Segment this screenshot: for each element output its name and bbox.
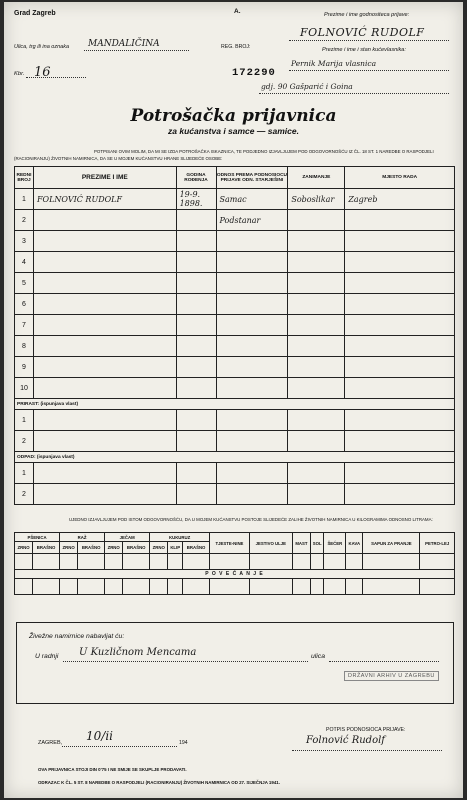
cell-year [176, 315, 216, 336]
house-value: 16 [34, 65, 51, 80]
cell-relation: Samac [216, 189, 288, 210]
purchase-box [16, 622, 454, 704]
cell-relation [216, 378, 288, 399]
ulica-label: ulica [311, 653, 325, 660]
cell-year: 19-9. 1898. [176, 189, 216, 210]
intro-text: POTPISANI OVIM MOLIM, DA MI SE IZDA POTROŠAČKA ISKAZNICA, TE PODJEDNO IZJAVLJUJEM POD ODGOVORNOŠĆU IZ ČL. 18 ST. 1 NAREDBE O RASPODJELI (RACIONIRANJU) ŽIVOTNIH NAMIRNICA, DA SE U MOJEM KUĆANSTVU HRANE SLIJEDEĆE OSOBE: [14, 149, 434, 161]
cell-year [176, 210, 216, 231]
cell-job [288, 231, 345, 252]
cell-place [345, 294, 455, 315]
archive-stamp: DRŽAVNI ARHIV U ZAGREBU [344, 671, 439, 681]
landlord-label: Prezime i ime i stan kućevlasnika: [322, 47, 406, 53]
col-prezime-ime: PREZIME I IME [33, 167, 176, 189]
col-zanimanje: ZANIMANJE [288, 167, 345, 189]
table-row [15, 294, 455, 315]
street-value: MANDALIČINA [88, 39, 160, 49]
group-raz: RAŽ [60, 533, 105, 542]
cell-job [288, 294, 345, 315]
col-godina: GODINA ROĐENJA [176, 167, 216, 189]
cell-name [33, 357, 176, 378]
cell-relation [216, 252, 288, 273]
place-label: ZAGREB, [38, 740, 63, 746]
cell-n: 9 [15, 357, 34, 378]
nabavljat-label: Živežne namirnice nabavljat ću: [29, 633, 125, 640]
cell-n: 3 [15, 231, 34, 252]
supplies-text: UJEDNO IZJAVLJUJEM POD ISTOM ODGOVORNOŠĆU, DA U MOJEM KUĆANSTVU POSTOJE SLIJEDEĆE ZALIHE ŽIVOTNIH NAMIRNICA U KILOGRAMIMA ODNOSNO LITRAMA: [69, 517, 433, 522]
odpad-label: ODPAD: (ispunjava vlast) [15, 452, 455, 463]
col-tjestenine: TJESTE-NINE [210, 533, 250, 554]
cell-job [288, 378, 345, 399]
table-row [15, 336, 455, 357]
table-row [15, 357, 455, 378]
cell-place [345, 357, 455, 378]
group-psenica: PŠENICA [15, 533, 60, 542]
year-suffix: 194 [179, 740, 188, 746]
col-redni-broj: REDNI BROJ [15, 167, 34, 189]
cell-job [288, 210, 345, 231]
cell-place [345, 273, 455, 294]
cell-name [33, 378, 176, 399]
col-ulje: JESTIVO ULJE [249, 533, 292, 554]
reg-label: REG. BROJ: [221, 44, 251, 50]
cell-name [33, 252, 176, 273]
cell-job [288, 315, 345, 336]
cell-n: 5 [15, 273, 34, 294]
reg-number: 172290 [232, 67, 276, 79]
cell-place [345, 378, 455, 399]
table-row: 1 [15, 463, 455, 484]
members-table [14, 166, 455, 505]
col-sol: SOL [310, 533, 324, 554]
table-row [15, 273, 455, 294]
cell-name [33, 210, 176, 231]
increase-label: P O V E Ć A N J E [15, 570, 455, 579]
table-row: 2 [15, 431, 455, 452]
signature-label: POTPIS PODNOSIOCA PRIJAVE: [326, 727, 406, 733]
cell-year [176, 231, 216, 252]
cell-place [345, 315, 455, 336]
table-row [15, 189, 455, 210]
u-radnji-value: U Kuzličnom Mencama [79, 647, 197, 658]
cell-place: Zagreb [345, 189, 455, 210]
city-label: Grad Zagreb [14, 10, 56, 17]
col-kava: KAVA [346, 533, 363, 554]
head-value: FOLNOVIĆ RUDOLF [300, 26, 425, 39]
cell-job [288, 336, 345, 357]
signature-value: Folnović Rudolf [306, 735, 385, 746]
cell-relation [216, 273, 288, 294]
form-subtitle: za kućanstva i samce — samice. [168, 126, 299, 136]
cell-place [345, 336, 455, 357]
cell-name [33, 294, 176, 315]
cell-n: 6 [15, 294, 34, 315]
cell-name [33, 315, 176, 336]
cell-year [176, 378, 216, 399]
cell-relation [216, 336, 288, 357]
head-label: Prezime i ime godnositeca prijave: [324, 12, 410, 18]
form-title: Potrošačka prijavnica [130, 106, 337, 126]
decree-note: ODRAZAC K ČL. 5 ST. 8 NAREDBE O RASPODJELI (RACIONIRANJU) ŽIVOTNIH NAMIRNICA OD 27. SIJEČNJA 1941. [38, 780, 280, 785]
cell-n: 2 [15, 210, 34, 231]
cell-year [176, 252, 216, 273]
cell-relation: Podstanar [216, 210, 288, 231]
table-row: 2 [15, 484, 455, 505]
landlord-value-2: gdj. 90 Gašparić i Goina [261, 82, 353, 91]
price-note: OVA PRIJAVNICA STOJI DIN 0'75 I NE SMIJE SE SKUPLJE PRODAVATI. [38, 767, 187, 772]
group-jecam: JEČAM [105, 533, 150, 542]
cell-job [288, 357, 345, 378]
col-mast: MAST [292, 533, 310, 554]
col-mjesto-rada: MJESTO RADA [345, 167, 455, 189]
cell-name [33, 336, 176, 357]
table-row [15, 231, 455, 252]
table-row [15, 378, 455, 399]
col-sapun: SAPUN ZA PRANJE [363, 533, 420, 554]
cell-name [33, 231, 176, 252]
cell-job: Soboslikar [288, 189, 345, 210]
cell-n: 10 [15, 378, 34, 399]
cell-place [345, 210, 455, 231]
street-label: Ulica, trg ili ina oznaka [14, 44, 70, 50]
landlord-value-1: Pernik Marija vlasnica [291, 59, 377, 68]
group-kukuruz: KUKURUZ [150, 533, 210, 542]
cell-n: 8 [15, 336, 34, 357]
cell-job [288, 252, 345, 273]
cell-place [345, 252, 455, 273]
cell-year [176, 357, 216, 378]
cell-job [288, 273, 345, 294]
cell-relation [216, 357, 288, 378]
col-odnos: ODNOS PREMA PODNOSIOCU PRIJAVE ODN. STARJEŠINI [216, 167, 288, 189]
cell-place [345, 231, 455, 252]
col-petrolej: PETRO-LEJ [420, 533, 455, 554]
cell-n: 4 [15, 252, 34, 273]
supplies-table: PŠENICA RAŽ JEČAM KUKURUZ TJESTE-NINE JESTIVO ULJE MAST SOL ŠEĆER KAVA SAPUN ZA PRANJE PETRO-LEJ ZRNO BRAŠNO ZRNO BRAŠNO ZRNO BRAŠNO ZRNO KLIP BRAŠNO P O V E Ć A N J E [14, 532, 455, 595]
cell-year [176, 294, 216, 315]
cell-year [176, 336, 216, 357]
table-row [15, 252, 455, 273]
cell-year [176, 273, 216, 294]
cell-name [33, 273, 176, 294]
cell-name: FOLNOVIĆ RUDOLF [33, 189, 176, 210]
house-label: Kbr. [14, 71, 25, 77]
cell-relation [216, 231, 288, 252]
table-row: 1 [15, 410, 455, 431]
form-page [4, 2, 463, 798]
date-value: 10/ii [86, 729, 113, 743]
prirast-label: PRIRAST: (ispunjava vlast) [15, 399, 455, 410]
cell-n: 1 [15, 189, 34, 210]
a-label: A. [234, 8, 241, 15]
cell-relation [216, 315, 288, 336]
u-radnji-label: U radnji [35, 653, 59, 660]
cell-relation [216, 294, 288, 315]
table-row [15, 315, 455, 336]
cell-n: 7 [15, 315, 34, 336]
table-row [15, 210, 455, 231]
col-secer: ŠEĆER [324, 533, 346, 554]
